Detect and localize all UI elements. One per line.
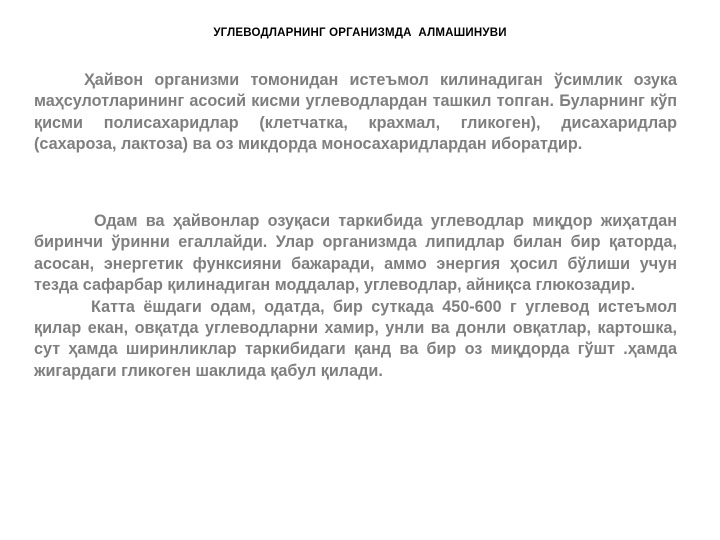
paragraph-1: Ҳайвон организми томонидан истеъмол килинадиган ўсимлик озука маҳсулотларининг асосий кисми углеводлардан ташкил топган. Буларнинг кўп қисми полисахаридлар (клетчатка, крахмал, гликоген), дисахаридлар (сахароза, лактоза) ва оз микдорда моносахаридлардан иборатдир. [34,71,677,154]
paragraph-3: Катта ёшдаги одам, одатда, бир суткада 450-600 г углевод истеъмол қилар екан, овқатда углеводларни хамир, унли ва донли овқатлар, картошка, сут ҳамда ширинликлар таркибидаги қанд ва бир оз миқдорда гўшт .ҳамда жигардаги гликоген шаклида қабул қилади. [34,297,677,380]
text-block-main [34,211,677,382]
text-block-intro [34,70,677,156]
paragraph-2: Одам ва ҳайвонлар озуқаси таркибида углеводлар миқдор жиҳатдан биринчи ўринни егаллайди. Улар организмда липидлар билан бир қаторда, асосан, энергетик функсияни бажаради, аммо энергия ҳосил бўлиши учун тезда сафарбар қилинадиган моддалар, углеводлар, айниқса глюкозадир. [34,212,677,295]
slide-title: УГЛЕВОДЛАРНИНГ ОРГАНИЗМДА АЛМАШИНУВИ [213,27,507,39]
